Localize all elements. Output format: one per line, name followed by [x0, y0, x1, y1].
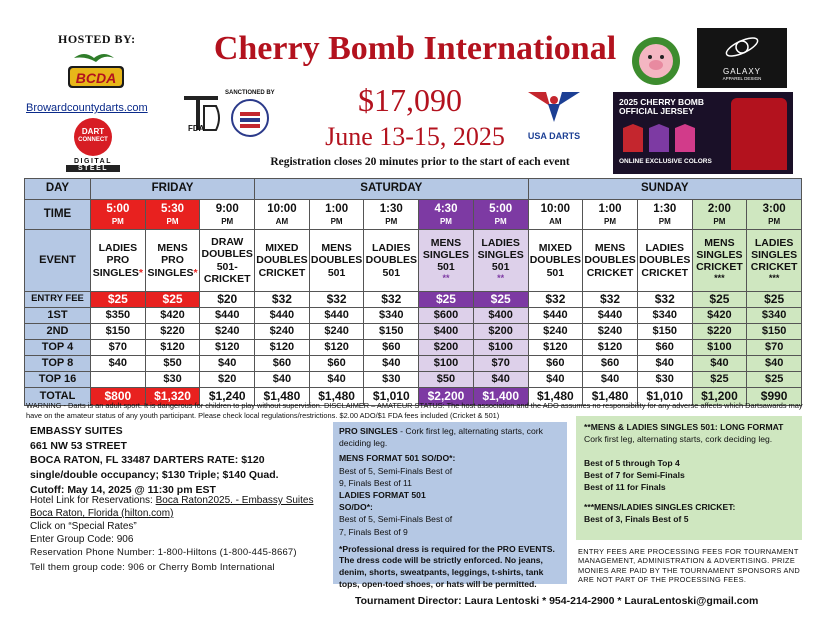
prize-cell: $50	[145, 356, 200, 372]
prize-cell: $400	[419, 324, 474, 340]
row-label: ENTRY FEE	[25, 292, 91, 308]
prize-cell: $440	[200, 308, 255, 324]
total-cell: $1,480	[528, 388, 583, 406]
long-format-heading: **MENS & LADIES SINGLES 501: LONG FORMAT	[584, 422, 784, 432]
prize-cell: $240	[528, 324, 583, 340]
long-format-line2: Best of 7 for Semi-Finals	[584, 470, 685, 481]
prize-cell: $100	[419, 356, 474, 372]
row-label: TOP 16	[25, 372, 91, 388]
row-label: 2ND	[25, 324, 91, 340]
time-cell: 1:00 PM	[583, 200, 638, 230]
prize-cell: $40	[200, 356, 255, 372]
hosted-by-label: HOSTED BY:	[58, 32, 136, 46]
prize-cell: $30	[145, 372, 200, 388]
prize-cell: $240	[309, 324, 364, 340]
prize-amount: $17,090	[358, 82, 462, 118]
mens-format: MENS FORMAT 501 SO/DO*:	[339, 453, 456, 464]
digital-line: DIGITAL	[74, 158, 112, 165]
entry-fee-cell: $25	[145, 292, 200, 308]
entry-fee-row	[25, 292, 802, 308]
ladies-detail-1: Best of 5, Semi-Finals Best of	[339, 514, 453, 525]
reservation-phone: Reservation Phone Number: 1-800-Hiltons (1-800-445-8667)	[30, 547, 297, 558]
prize-rows	[25, 292, 802, 406]
total-cell: $1,240	[200, 388, 255, 406]
prize-cell: $340	[747, 308, 802, 324]
row-label: TOP 8	[25, 356, 91, 372]
hotel-link-label: Hotel Link for Reservations:	[30, 495, 153, 506]
prize-cell: $350	[91, 308, 146, 324]
galaxy-orbit-icon	[722, 32, 762, 62]
fda-text: FDA	[188, 124, 205, 133]
long-format-line1: Best of 5 through Top 4	[584, 458, 680, 469]
entry-fees-note: ENTRY FEES ARE PROCESSING FEES FOR TOURNAMENT MANAGEMENT, ADMINISTRATION & ADVERTISING. PRIZE MONIES ARE PAID BY THE TOURNAMENT SPONSORS AND ARE NOT PART OF THE PROCESSING FEES.	[578, 547, 801, 584]
prize-cell: $40	[91, 356, 146, 372]
entry-fee-cell: $32	[528, 292, 583, 308]
time-cell: 1:30 PM	[637, 200, 692, 230]
prize-cell: $150	[747, 324, 802, 340]
prize-row	[25, 324, 802, 340]
time-cell: 3:00 PM	[747, 200, 802, 230]
total-cell: $2,200	[419, 388, 474, 406]
prize-cell: $600	[419, 308, 474, 324]
prize-cell: $240	[583, 324, 638, 340]
prize-cell: $40	[692, 356, 747, 372]
entry-fee-cell: $25	[419, 292, 474, 308]
time-cell: 9:00 PM	[200, 200, 255, 230]
time-cell: 5:00 PM	[91, 200, 146, 230]
prize-cell: $40	[255, 372, 310, 388]
day-label: DAY	[25, 179, 91, 200]
pro-singles-box	[333, 422, 567, 589]
prize-cell: $220	[692, 324, 747, 340]
time-cell: 5:30 PM	[145, 200, 200, 230]
total-cell: $1,010	[637, 388, 692, 406]
prize-cell: $25	[692, 372, 747, 388]
prize-cell: $40	[528, 372, 583, 388]
time-cell: 5:00 PM	[473, 200, 528, 230]
prize-cell: $200	[419, 340, 474, 356]
event-cell: MENS DOUBLES 501	[309, 230, 364, 292]
pig-mascot-icon	[630, 35, 682, 87]
total-cell: $1,200	[692, 388, 747, 406]
time-label: TIME	[25, 200, 91, 230]
ladies-format-2: SO/DO*:	[339, 502, 373, 513]
ado-logo	[230, 98, 270, 138]
cricket-detail: Best of 3, Finals Best of 5	[584, 514, 689, 525]
prize-cell: $40	[637, 356, 692, 372]
prize-cell: $70	[747, 340, 802, 356]
tournament-director: Tournament Director: Laura Lentoski * 954-214-2900 * LauraLentoski@gmail.com	[355, 595, 759, 607]
galaxy-logo	[697, 28, 787, 88]
event-cell: MENS DOUBLES CRICKET	[583, 230, 638, 292]
warning-text: WARNING - Darts is an adult sport. It is dangerous for children to play without supervision. DISCLAIMER – AMATEUR STATUS: The host association and the ADO assumes no responsibility for any adverse affects which Dartsawards may have on the amateur status of any youth participant. Please check local regulations/restrictions. $2.00 ADO/$1 FDA fees included (Cricket & 501)	[26, 401, 803, 420]
jersey-ad-title: 2025 CHERRY BOMB OFFICIAL JERSEY	[619, 97, 705, 117]
cricket-heading: ***MENS/LADIES SINGLES CRICKET:	[584, 502, 736, 513]
special-rates-note: Click on “Special Rates”	[30, 521, 137, 532]
hotel-name: EMBASSY SUITES	[30, 425, 123, 437]
prize-row	[25, 356, 802, 372]
event-cell: DRAW DOUBLES 501- CRICKET	[200, 230, 255, 292]
group-code-note: Enter Group Code: 906	[30, 534, 134, 545]
entry-fee-cell: $32	[583, 292, 638, 308]
entry-fee-cell: $25	[692, 292, 747, 308]
prize-cell: $120	[583, 340, 638, 356]
time-cell: 10:00 AM	[255, 200, 310, 230]
total-cell: $1,400	[473, 388, 528, 406]
prize-cell: $60	[364, 340, 419, 356]
event-cell: LADIES DOUBLES CRICKET	[637, 230, 692, 292]
prize-cell: $120	[255, 340, 310, 356]
prize-cell: $240	[255, 324, 310, 340]
page-title: Cherry Bomb International	[213, 30, 617, 67]
day-sunday: SUNDAY	[528, 179, 801, 200]
usa-darts-logo	[524, 86, 584, 142]
prize-cell: $70	[473, 356, 528, 372]
prize-cell: $400	[473, 308, 528, 324]
time-cell: 1:30 PM	[364, 200, 419, 230]
total-cell: $1,320	[145, 388, 200, 406]
row-label: TOTAL	[25, 388, 91, 406]
long-format-subnote: Cork first leg, alternating starts, cork deciding leg.	[584, 434, 773, 445]
total-cell: $1,010	[364, 388, 419, 406]
usa-darts-text: USA DARTS	[527, 131, 581, 141]
entry-fee-cell: $25	[91, 292, 146, 308]
prize-cell	[91, 372, 146, 388]
prize-cell: $420	[145, 308, 200, 324]
event-cell: MIXED DOUBLES 501	[528, 230, 583, 292]
prize-row	[25, 308, 802, 324]
prize-cell: $220	[145, 324, 200, 340]
bcda-logo	[64, 50, 128, 92]
prize-cell: $40	[473, 372, 528, 388]
ladies-format-1: LADIES FORMAT 501	[339, 490, 426, 501]
prize-cell: $20	[200, 372, 255, 388]
group-code-tell: Tell them group code: 906 or Cherry Bomb International	[30, 562, 275, 574]
entry-fee-cell: $25	[473, 292, 528, 308]
hotel-link[interactable]: Boca Raton2025. - Embassy Suites Boca Raton, Florida (hilton.com)	[30, 495, 314, 519]
mens-detail-2: 9, Finals Best of 11	[339, 477, 412, 488]
hotel-occupancy: single/double occupancy; $130 Triple; $140 Quad.	[30, 469, 279, 482]
jersey-shirts-icon	[619, 122, 709, 156]
event-cell: LADIES SINGLES 501 **	[473, 230, 528, 292]
pro-heading-note: - Cork first leg, alternating starts, cork deciding leg.	[339, 426, 543, 449]
prize-cell: $150	[91, 324, 146, 340]
entry-fee-cell: $32	[255, 292, 310, 308]
prize-cell: $440	[583, 308, 638, 324]
mens-detail-1: Best of 5, Semi-Finals Best of	[339, 465, 453, 476]
row-label: 1ST	[25, 308, 91, 324]
time-cell: 2:00 PM	[692, 200, 747, 230]
prize-cell: $150	[364, 324, 419, 340]
pro-heading: PRO SINGLES	[339, 426, 398, 436]
jersey-big-shirt	[731, 98, 787, 170]
event-row	[25, 230, 802, 292]
hotel-reservation	[30, 494, 330, 546]
prize-cell: $100	[692, 340, 747, 356]
registration-note: Registration closes 20 minutes prior to the start of each event	[270, 156, 570, 168]
hotel-city-rate: BOCA RATON, FL 33487 DARTERS RATE: $120	[30, 454, 265, 467]
eagle-icon	[524, 86, 584, 126]
event-cell: MIXED DOUBLES CRICKET	[255, 230, 310, 292]
dart-connect-line2: CONNECT	[78, 136, 108, 143]
entry-fee-cell: $32	[309, 292, 364, 308]
ado-shield-icon	[230, 98, 270, 138]
event-label: EVENT	[25, 230, 91, 292]
sanctioned-by-label: SANCTIONED BY	[225, 90, 275, 96]
time-cell: 4:30 PM	[419, 200, 474, 230]
time-cell: 10:00 AM	[528, 200, 583, 230]
long-format-box	[576, 416, 802, 540]
day-saturday: SATURDAY	[255, 179, 528, 200]
prize-cell: $100	[473, 340, 528, 356]
prize-cell: $240	[200, 324, 255, 340]
bcda-text: BCDA	[75, 70, 117, 86]
event-cell: LADIES DOUBLES 501	[364, 230, 419, 292]
prize-row	[25, 340, 802, 356]
total-cell: $1,480	[309, 388, 364, 406]
hotel-street: 661 NW 53 STREET	[30, 439, 127, 452]
prize-cell: $25	[747, 372, 802, 388]
prize-cell: $150	[637, 324, 692, 340]
prize-cell: $60	[637, 340, 692, 356]
prize-cell: $340	[637, 308, 692, 324]
total-cell: $800	[91, 388, 146, 406]
entry-fee-cell: $32	[637, 292, 692, 308]
prize-cell: $200	[473, 324, 528, 340]
dress-code: *Professional dress is required for the PRO EVENTS. The dress code will be strictly enforced. No jeans, denim, shorts, sweatpants, leggings, t-shirts, tank tops, open-toed shoes, or hats will be permitted.	[339, 543, 555, 589]
time-row	[25, 200, 802, 230]
time-cell: 1:00 PM	[309, 200, 364, 230]
prize-cell: $50	[419, 372, 474, 388]
galaxy-sub: APPAREL DESIGN	[722, 76, 762, 81]
prize-cell: $40	[747, 356, 802, 372]
long-format-line3: Best of 11 for Finals	[584, 482, 666, 493]
prize-cell: $440	[528, 308, 583, 324]
prize-cell: $40	[309, 372, 364, 388]
entry-fee-cell: $20	[200, 292, 255, 308]
prize-cell: $340	[364, 308, 419, 324]
event-cell: LADIES SINGLES CRICKET ***	[747, 230, 802, 292]
dart-connect-logo	[66, 118, 120, 176]
hotel-phone-info	[30, 545, 330, 575]
jersey-colors-note: ONLINE EXCLUSIVE COLORS	[619, 158, 712, 165]
prize-cell: $120	[145, 340, 200, 356]
prize-cell: $440	[255, 308, 310, 324]
prize-cell: $40	[583, 372, 638, 388]
total-cell: $990	[747, 388, 802, 406]
hotel-cutoff: Cutoff: May 14, 2025 @ 11:30 pm EST	[30, 483, 216, 496]
day-friday: FRIDAY	[91, 179, 255, 200]
event-dates: June 13-15, 2025	[325, 122, 505, 151]
prize-cell: $30	[364, 372, 419, 388]
prize-row	[25, 372, 802, 388]
pig-logo	[630, 35, 682, 97]
entry-fee-cell: $32	[364, 292, 419, 308]
hotel-info	[30, 424, 330, 497]
total-cell: $1,480	[255, 388, 310, 406]
total-cell: $1,480	[583, 388, 638, 406]
bcda-link[interactable]: Browardcountydarts.com	[26, 102, 148, 114]
prize-cell: $420	[692, 308, 747, 324]
ladies-detail-2: 7, Finals Best of 9	[339, 526, 408, 537]
event-cell: MENS SINGLES 501 **	[419, 230, 474, 292]
prize-cell: $40	[364, 356, 419, 372]
jersey-ad[interactable]	[613, 92, 793, 174]
prize-cell: $30	[637, 372, 692, 388]
galaxy-text: GALAXY	[722, 67, 761, 76]
event-cell: MENS PRO SINGLES*	[145, 230, 200, 292]
event-cell: MENS SINGLES CRICKET ***	[692, 230, 747, 292]
prize-cell: $70	[91, 340, 146, 356]
prize-cell: $60	[583, 356, 638, 372]
prize-cell: $60	[309, 356, 364, 372]
prize-cell: $60	[255, 356, 310, 372]
fda-logo	[178, 86, 224, 138]
prize-cell: $120	[200, 340, 255, 356]
entry-fee-cell: $25	[747, 292, 802, 308]
steel-line: STEEL	[66, 165, 120, 172]
prize-cell: $440	[309, 308, 364, 324]
schedule-table	[24, 178, 802, 406]
prize-cell: $120	[528, 340, 583, 356]
event-cell: LADIES PRO SINGLES*	[91, 230, 146, 292]
prize-cell: $120	[309, 340, 364, 356]
dart-connect-line1: DART	[81, 127, 105, 136]
prize-cell: $60	[528, 356, 583, 372]
day-row	[25, 179, 802, 200]
row-label: TOP 4	[25, 340, 91, 356]
